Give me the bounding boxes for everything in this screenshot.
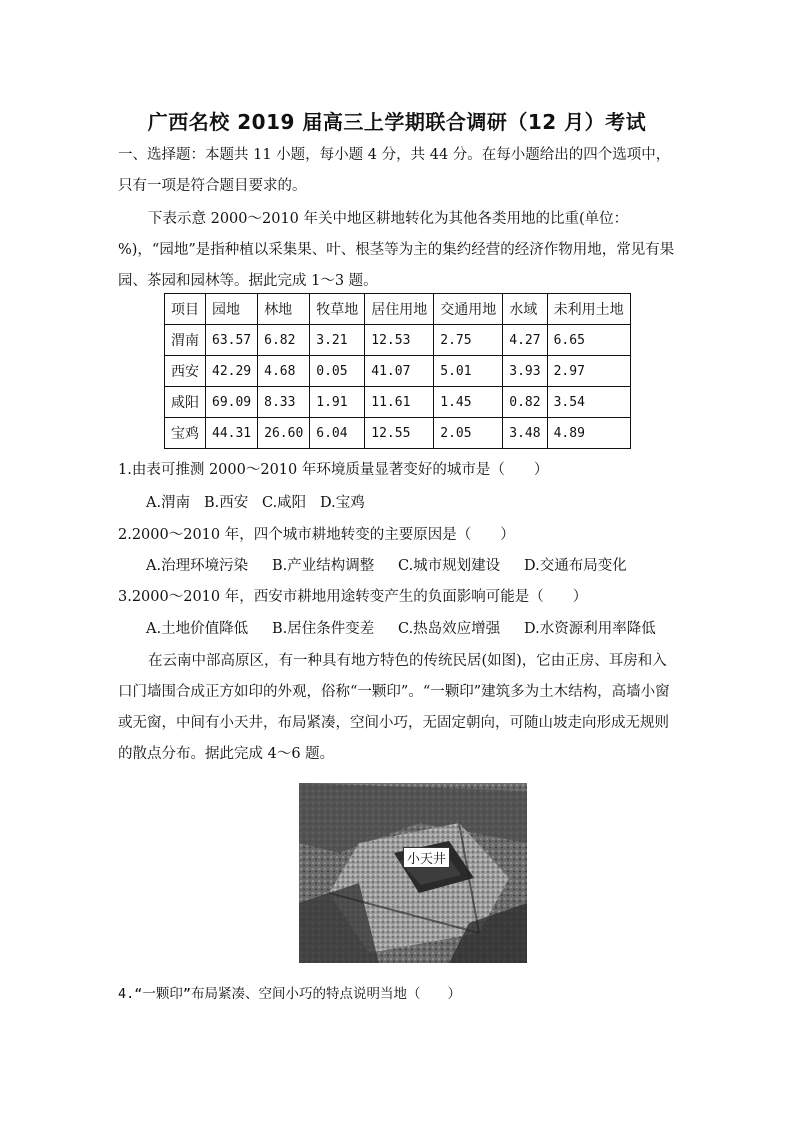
question-3-options [146,617,656,638]
table-header-cell: 牧草地 [310,294,365,325]
table-row [165,418,631,449]
question-2-options [146,554,627,575]
passage-2: 在云南中部高原区，有一种具有地方特色的传统民居(如图)，它由正房、耳房和入口门墙围合成正方如印的外观，俗称“一颗印”。“一颗印”建筑多为土木结构，高墙小窗或无窗，中间有小天井，布局紧凑，空间小巧，无固定朝向，可随山坡走向形成无规则的散点分布。据此完成 4～6 题。 [118,653,670,762]
table-cell: 2.05 [434,418,503,449]
table-cell: 4.89 [547,418,630,449]
land-conversion-table [164,293,631,449]
table-header-cell: 水域 [503,294,547,325]
question-4-stem: 4.“一颗印”布局紧凑、空间小巧的特点说明当地（ ） [118,986,462,1002]
table-cell: 12.55 [365,418,434,449]
table-header-cell: 未利用土地 [547,294,630,325]
table-cell: 3.54 [547,387,630,418]
table-cell: 5.01 [434,356,503,387]
table-cell-city: 渭南 [165,325,206,356]
table-cell: 4.68 [258,356,310,387]
question-1-options [146,491,365,512]
table-header-cell: 项目 [165,294,206,325]
option-d: D.交通布局变化 [524,558,627,574]
table-cell: 2.75 [434,325,503,356]
table-cell: 26.60 [258,418,310,449]
table-cell-city: 宝鸡 [165,418,206,449]
question-1-stem: 1.由表可推测 2000～2010 年环境质量显著变好的城市是（ ） [118,462,549,478]
option-a: A.治理环境污染 [146,558,249,574]
table-cell: 3.48 [503,418,547,449]
option-d: D.水资源利用率降低 [524,621,656,637]
table-cell: 6.82 [258,325,310,356]
table-cell: 42.29 [206,356,258,387]
option-d: D.宝鸡 [320,495,365,511]
option-a: A.渭南 [146,495,191,511]
table-header-row [165,294,631,325]
table-cell: 12.53 [365,325,434,356]
table-cell: 0.82 [503,387,547,418]
table-cell-city: 西安 [165,356,206,387]
yikeyin-house-photo [299,783,527,963]
house-aerial-image [299,783,527,963]
table-cell-city: 咸阳 [165,387,206,418]
option-b: B.产业结构调整 [272,558,375,574]
small-courtyard-label: 小天井 [403,847,450,868]
option-c: C.城市规划建设 [398,558,501,574]
table-cell: 1.91 [310,387,365,418]
table-cell: 6.65 [547,325,630,356]
table-cell: 1.45 [434,387,503,418]
table-row [165,356,631,387]
table-cell: 3.21 [310,325,365,356]
question-2-stem: 2.2000～2010 年，四个城市耕地转变的主要原因是（ ） [118,527,515,543]
table-cell: 8.33 [258,387,310,418]
option-b: B.居住条件变差 [272,621,375,637]
table-cell: 69.09 [206,387,258,418]
table-cell: 0.05 [310,356,365,387]
table-cell: 4.27 [503,325,547,356]
table-row [165,387,631,418]
table-cell: 63.57 [206,325,258,356]
table-cell: 44.31 [206,418,258,449]
table-cell: 11.61 [365,387,434,418]
table-header-cell: 居住用地 [365,294,434,325]
option-c: C.咸阳 [262,495,307,511]
question-3-stem: 3.2000～2010 年，西安市耕地用途转变产生的负面影响可能是（ ） [118,589,588,605]
table-header-cell: 园地 [206,294,258,325]
table-cell: 3.93 [503,356,547,387]
table-cell: 2.97 [547,356,630,387]
passage-1: 下表示意 2000～2010 年关中地区耕地转化为其他各类用地的比重(单位：%)，“园地”是指种植以采集果、叶、根茎等为主的集约经营的经济作物用地，常见有果园、茶园和园林等。据此完成 1～3 题。 [118,211,675,289]
table-row [165,325,631,356]
option-c: C.热岛效应增强 [398,621,501,637]
table-cell: 6.04 [310,418,365,449]
table-cell: 41.07 [365,356,434,387]
table-header-cell: 林地 [258,294,310,325]
table-header-cell: 交通用地 [434,294,503,325]
option-b: B.西安 [204,495,249,511]
page-title: 广西名校 2019 届高三上学期联合调研（12 月）考试 [147,110,647,134]
option-a: A.土地价值降低 [146,621,249,637]
section-intro: 一、选择题：本题共 11 小题，每小题 4 分，共 44 分。在每小题给出的四个选项中，只有一项是符合题目要求的。 [118,147,671,194]
